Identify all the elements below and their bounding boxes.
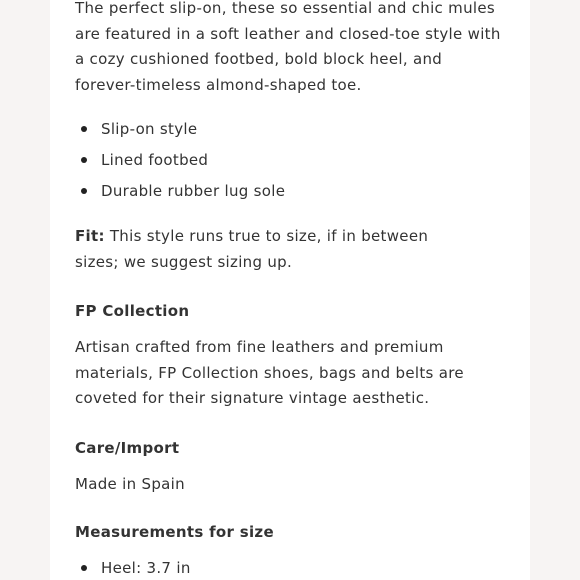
fit-label: Fit:: [75, 227, 105, 245]
list-item: Slip-on style: [75, 114, 515, 145]
measurements-heading: Measurements for size: [75, 523, 274, 541]
fit-note: [75, 224, 475, 275]
list-item: Heel: 3.7 in: [75, 553, 515, 580]
bullet-icon: [81, 565, 87, 571]
description-text: The perfect slip-on, these so essential and chic mules are featured in a soft leather and closed-toe style with a cozy cushioned footbed, bold block heel, and forever-timeless almond-shaped toe.: [75, 0, 501, 94]
list-item: Durable rubber lug sole: [75, 176, 515, 207]
fit-text: This style runs true to size, if in between sizes; we suggest sizing up.: [75, 227, 429, 271]
bullet-icon: [81, 126, 87, 132]
fp-collection-text: Artisan crafted from fine leathers and premium materials, FP Collection shoes, bags and belts are coveted for their signature vintage aesthetic.: [75, 338, 464, 407]
list-item: Lined footbed: [75, 145, 515, 176]
product-details: [75, 0, 515, 580]
bullet-icon: [81, 157, 87, 163]
product-description-panel: [50, 0, 530, 580]
features-list: [75, 114, 515, 207]
care-heading: Care/Import: [75, 438, 180, 457]
care-text: Made in Spain: [75, 474, 185, 493]
bullet-icon: [81, 188, 87, 194]
fp-collection-heading: FP Collection: [75, 302, 190, 320]
measurements-list: [75, 553, 515, 580]
